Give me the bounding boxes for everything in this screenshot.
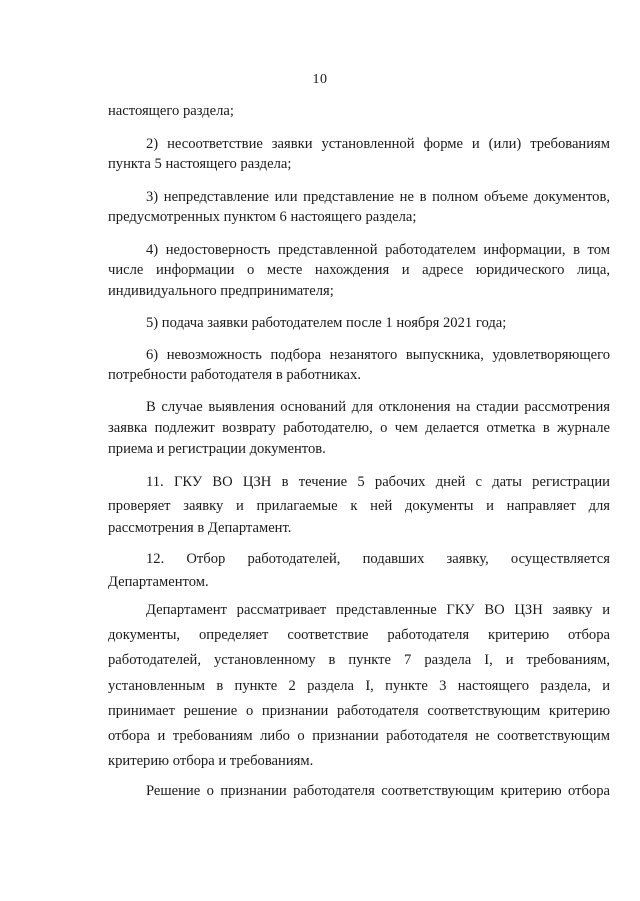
text-line: документы, определяет соответствие работодателя критерию отбора: [108, 627, 610, 643]
text-line: Решение о признании работодателя соответствующим критерию отбора: [146, 783, 610, 799]
text-line: 6) невозможность подбора незанятого выпускника, удовлетворяющего: [146, 347, 610, 363]
text-line: 11. ГКУ ВО ЦЗН в течение 5 рабочих дней с даты регистрации: [146, 474, 610, 490]
text-line: заявка подлежит возврату работодателю, о чем делается отметка в журнале: [108, 420, 610, 436]
text-line: рассмотрения в Департамент.: [108, 520, 292, 536]
text-line: установленным в пункте 2 раздела I, пункте 3 настоящего раздела, и: [108, 678, 610, 694]
text-line: Департаментом.: [108, 574, 209, 590]
text-line: 5) подача заявки работодателем после 1 ноября 2021 года;: [146, 315, 507, 331]
text-line: 2) несоответствие заявки установленной форме и (или) требованиям: [146, 136, 610, 152]
text-line: принимает решение о признании работодателя соответствующим критерию: [108, 703, 610, 719]
text-line: числе информации о месте нахождения и адресе юридического лица,: [108, 262, 610, 278]
text-line: критерию отбора и требованиям.: [108, 753, 314, 769]
text-line: 3) непредставление или представление не в полном объеме документов,: [146, 189, 610, 205]
text-line: настоящего раздела;: [108, 103, 234, 119]
text-line: предусмотренных пунктом 6 настоящего раздела;: [108, 209, 417, 225]
text-line: В случае выявления оснований для отклонения на стадии рассмотрения: [146, 399, 610, 415]
text-line: пункта 5 настоящего раздела;: [108, 156, 292, 172]
text-line: 12. Отбор работодателей, подавших заявку, осуществляется: [146, 551, 610, 567]
text-line: 4) недостоверность представленной работодателем информации, в том: [146, 242, 610, 258]
text-line: работодателей, установленному в пункте 7 раздела I, и требованиям,: [108, 652, 610, 668]
text-line: отбора и требованиям либо о признании работодателя не соответствующим: [108, 728, 610, 744]
text-line: Департамент рассматривает представленные ГКУ ВО ЦЗН заявку и: [146, 602, 610, 618]
text-line: индивидуального предпринимателя;: [108, 283, 334, 299]
text-line: приема и регистрации документов.: [108, 441, 326, 457]
page-number: 10: [312, 72, 328, 87]
text-line: потребности работодателя в работниках.: [108, 367, 361, 383]
text-line: проверяет заявку и прилагаемые к ней документы и направляет для: [108, 498, 610, 514]
